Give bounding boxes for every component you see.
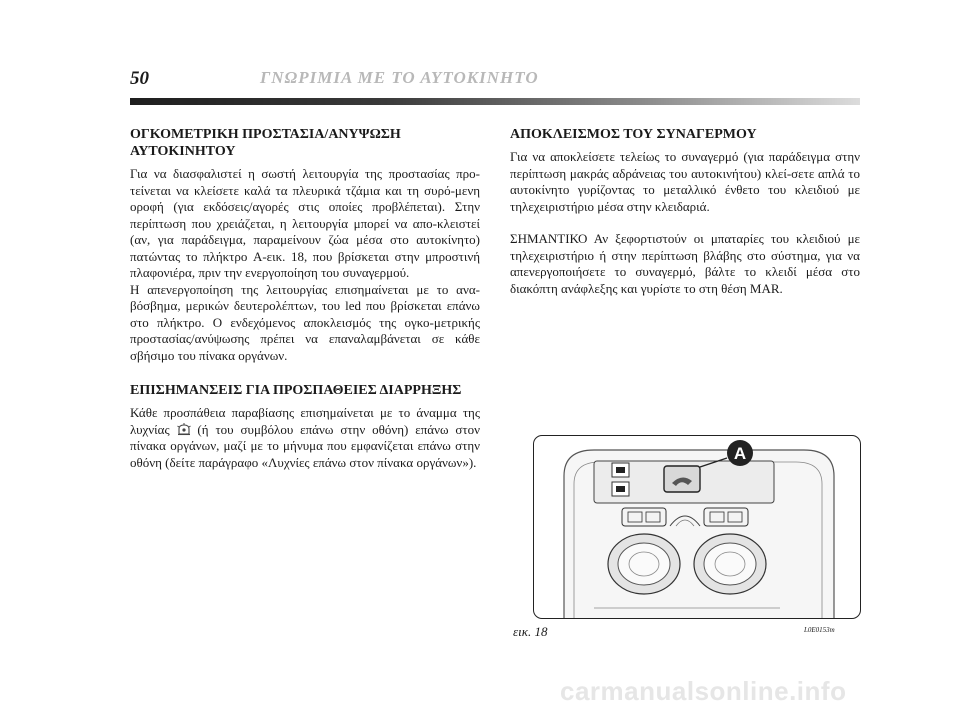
page-number: 50 — [130, 68, 149, 89]
left-column — [130, 126, 480, 471]
section-heading-alarm-exclusion: ΑΠΟΚΛΕΙΣΜΟΣ ΤΟΥ ΣΥΝΑΓΕΡΜΟΥ — [510, 127, 757, 142]
figure-code: L0E0153m — [804, 626, 835, 634]
callout-label-a: A — [733, 444, 747, 463]
right-column — [510, 126, 860, 297]
section-heading-break-in-warnings: ΕΠΙΣΗΜΑΝΣΕΙΣ ΓΙΑ ΠΡΟΣΠΑΘΕΙΕΣ ΔΙΑΡΡΗΞΗΣ — [130, 383, 462, 398]
paragraph-alarm-exclusion-2: ΣΗΜΑΝΤΙΚΟ Αν ξεφορτιστούν οι μπαταρίες του κλειδιού με τηλεχειριστήριο ή στην περίπτωση βλάβης στο σύστημα, για να απενεργοποιήσετε το συναγερμό, βάλτε το κλειδί μέσα στο διακόπτη ανάφλεξης και γυρίστε το στη θέση MAR. — [510, 231, 860, 296]
paragraph-volumetric-2: Η απενεργοποίηση της λειτουργίας επισημαίνεται με το ανα-βόσβημα, μερικών δευτερολέπτων, του led που βρίσκεται επάνω στο πλήκτρο. Ο ενδεχόμενος αποκλεισμός της ογκο-μετρικής προστασίας/ανύψωσης πρέπει να επαναλαμβάνεται σε κάθε σβήσιμο του πίνακα οργάνων. — [130, 281, 480, 363]
figure-caption: εικ. 18 — [513, 624, 548, 639]
paragraph-break-in-warnings — [130, 405, 480, 471]
running-header-title: ΓΝΩΡΙΜΙΑ ΜΕ ΤΟ ΑΥΤΟΚΙΝΗΤΟ — [260, 68, 539, 87]
paragraph-volumetric-1: Για να διασφαλιστεί η σωστή λειτουργία της προστασίας προ-τείνεται να κλείσετε καλά τα πλευρικά τζάμια και τη συρό-μενη οροφή (για εκδόσεις/αγορές στις οποίες προβλέπεται). Στην περίπτωση που χρειάζεται, η λειτουργία μπορεί να απο-κλειστεί (αν, για παράδειγμα, παραμείνουν ζώα μέσα στο αυτοκίνητο) πατώντας το πλήκτρο A-εικ. 18, που βρίσκεται στην μπροστινή πλαφονιέρα, πριν την ενεργοποίηση του συναγερμού. — [130, 166, 480, 280]
section-heading-volumetric-protection: ΟΓΚΟΜΕΤΡΙΚΗ ΠΡΟΣΤΑΣΙΑ/ΑΝΥΨΩΣΗ ΑΥΤΟΚΙΝΗΤΟΥ — [130, 127, 401, 159]
alarm-warning-lamp-icon — [177, 423, 191, 436]
break-in-text-end: (ή του συμβόλου επάνω στην οθόνη) επάνω στον πίνακα οργάνων, μαζί με το μήνυμα που εμφανίζεται επάνω στην οθόνη (δείτε παράγραφο «Λυχνίες επάνω στον πίνακα οργάνων»). — [130, 421, 481, 470]
paragraph-alarm-exclusion-1: Για να αποκλείσετε τελείως το συναγερμό (για παράδειγμα στην περίπτωση μακράς αδράνειας του αυτοκινήτου) κλεί-σετε απλά το αυτοκίνητο γυρίζοντας το μεταλλικό ένθετο του κλειδιού με τηλεχειριστήριο μέσα στην κλειδαριά. — [510, 149, 860, 214]
ceiling-panel-illustration — [534, 436, 860, 618]
figure-18-ceiling-light-panel — [533, 435, 861, 619]
header-rule — [130, 98, 860, 105]
break-in-text-start: Κάθε προσπάθεια παραβίασης επισημαίνεται με το άναμμα της λυχνίας — [130, 405, 480, 437]
watermark-text: carmanualsonline.info — [560, 676, 847, 706]
